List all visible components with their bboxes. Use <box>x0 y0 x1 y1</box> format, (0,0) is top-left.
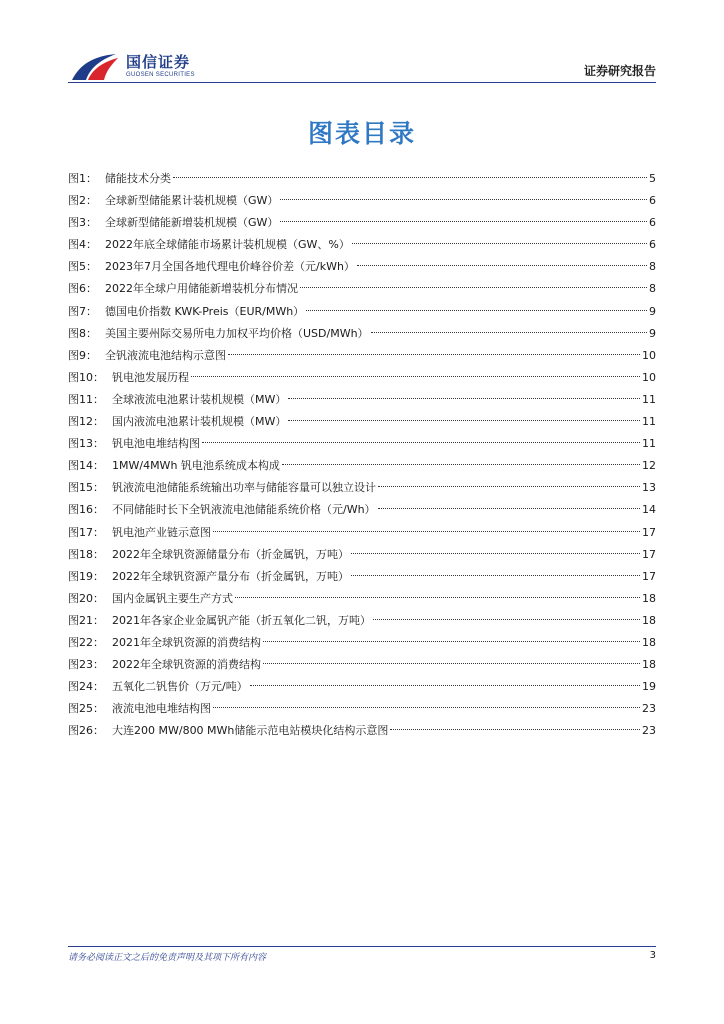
toc-entry-page: 17 <box>642 547 656 561</box>
toc-entry-page: 18 <box>642 635 656 649</box>
toc-leader-dots <box>288 398 640 399</box>
toc-entry-label: 图21： <box>68 613 104 627</box>
figure-toc-list <box>68 168 656 742</box>
toc-entry-label: 图24： <box>68 680 104 694</box>
toc-entry-page: 17 <box>642 569 656 583</box>
header-divider <box>68 82 656 83</box>
toc-entry-page: 9 <box>649 304 656 318</box>
toc-entry-title: 全钒液流电池结构示意图 <box>105 348 226 362</box>
toc-entry-title: 液流电池电堆结构图 <box>112 702 211 716</box>
toc-entry-title: 2022年底全球储能市场累计装机规模（GW、%） <box>105 238 350 252</box>
toc-entry[interactable] <box>68 168 656 190</box>
toc-entry[interactable] <box>68 588 656 610</box>
toc-leader-dots <box>357 265 647 266</box>
toc-leader-dots <box>213 531 640 532</box>
toc-entry[interactable] <box>68 632 656 654</box>
toc-entry-title: 国内液流电池累计装机规模（MW） <box>112 415 287 429</box>
toc-entry-label: 图5： <box>68 260 97 274</box>
toc-entry-page: 14 <box>642 503 656 517</box>
toc-entry[interactable] <box>68 477 656 499</box>
toc-entry-label: 图9： <box>68 348 97 362</box>
toc-entry-page: 11 <box>642 437 656 451</box>
toc-entry-title: 2021年全球钒资源的消费结构 <box>112 635 261 649</box>
toc-entry[interactable] <box>68 455 656 477</box>
toc-entry-title: 钒电池电堆结构图 <box>112 437 200 451</box>
toc-entry-title: 储能技术分类 <box>105 172 171 185</box>
toc-leader-dots <box>373 619 640 620</box>
toc-entry[interactable] <box>68 323 656 345</box>
toc-entry-label: 图18： <box>68 547 104 561</box>
toc-leader-dots <box>390 729 640 730</box>
toc-entry[interactable] <box>68 610 656 632</box>
toc-entry-label: 图14： <box>68 459 104 473</box>
page-header <box>0 0 724 90</box>
toc-entry-page: 10 <box>642 348 656 362</box>
toc-entry[interactable] <box>68 367 656 389</box>
toc-leader-dots <box>300 287 647 288</box>
toc-entry-label: 图23： <box>68 658 104 672</box>
toc-leader-dots <box>235 597 640 598</box>
toc-entry-title: 国内金属钒主要生产方式 <box>112 591 233 605</box>
toc-entry-page: 17 <box>642 525 656 539</box>
toc-entry-page: 19 <box>642 680 656 694</box>
toc-entry-label: 图10： <box>68 370 104 384</box>
toc-entry[interactable] <box>68 278 656 300</box>
toc-entry-title: 2022年全球户用储能新增装机分布情况 <box>105 282 298 296</box>
toc-entry-page: 23 <box>642 724 656 738</box>
toc-entry-title: 全球液流电池累计装机规模（MW） <box>112 392 287 406</box>
toc-entry-page: 9 <box>649 326 656 340</box>
toc-entry-page: 18 <box>642 658 656 672</box>
toc-leader-dots <box>213 707 640 708</box>
toc-leader-dots <box>371 332 647 333</box>
toc-entry-label: 图1： <box>68 172 97 185</box>
guosen-logo <box>70 50 195 84</box>
toc-entry-label: 图17： <box>68 525 104 539</box>
toc-entry[interactable] <box>68 522 656 544</box>
logo-name-en: GUOSEN SECURITIES <box>126 72 195 78</box>
logo-name-cn: 国信证券 <box>126 53 191 71</box>
toc-entry-title: 2022年全球钒资源储量分布（折金属钒，万吨） <box>112 547 349 561</box>
toc-entry[interactable] <box>68 720 656 742</box>
toc-entry-page: 23 <box>642 702 656 716</box>
toc-entry-title: 2023年7月全国各地代理电价峰谷价差（元/kWh） <box>105 260 355 274</box>
toc-leader-dots <box>250 685 640 686</box>
toc-entry-page: 10 <box>642 370 656 384</box>
toc-leader-dots <box>280 221 647 222</box>
toc-entry-page: 13 <box>642 481 656 495</box>
toc-leader-dots <box>191 376 640 377</box>
toc-entry-label: 图12： <box>68 415 104 429</box>
toc-entry-label: 图25： <box>68 702 104 716</box>
toc-leader-dots <box>352 243 647 244</box>
toc-entry-label: 图15： <box>68 481 104 495</box>
toc-entry-label: 图6： <box>68 282 97 296</box>
toc-entry[interactable] <box>68 566 656 588</box>
toc-leader-dots <box>280 199 647 200</box>
toc-entry-title: 钒电池产业链示意图 <box>112 525 211 539</box>
toc-entry-title: 五氧化二钒售价（万元/吨） <box>112 680 248 694</box>
report-type-label: 证券研究报告 <box>583 64 656 78</box>
guosen-logo-icon <box>70 50 120 84</box>
disclaimer-note: 请务必阅读正文之后的免责声明及其项下所有内容 <box>68 953 267 963</box>
toc-entry-page: 11 <box>642 415 656 429</box>
toc-entry-title: 钒电池发展历程 <box>112 370 189 384</box>
toc-entry-title: 全球新型储能累计装机规模（GW） <box>105 194 279 208</box>
toc-entry[interactable] <box>68 654 656 676</box>
toc-leader-dots <box>378 508 640 509</box>
toc-leader-dots <box>202 442 640 443</box>
toc-entry[interactable] <box>68 544 656 566</box>
toc-entry-label: 图8： <box>68 326 97 340</box>
toc-entry-title: 2022年全球钒资源产量分布（折金属钒，万吨） <box>112 569 349 583</box>
toc-entry-title: 全球新型储能新增装机规模（GW） <box>105 216 279 230</box>
page-number: 3 <box>649 950 656 961</box>
toc-entry-page: 8 <box>649 282 656 296</box>
toc-entry[interactable] <box>68 345 656 367</box>
toc-entry-label: 图16： <box>68 503 104 517</box>
toc-entry-label: 图26： <box>68 724 104 738</box>
toc-leader-dots <box>351 553 640 554</box>
toc-leader-dots <box>306 310 647 311</box>
toc-entry-title: 2021年各家企业金属钒产能（折五氧化二钒，万吨） <box>112 613 371 627</box>
toc-entry-title: 钒液流电池储能系统输出功率与储能容量可以独立设计 <box>112 481 376 495</box>
toc-entry-page: 8 <box>649 260 656 274</box>
toc-entry-title: 不同储能时长下全钒液流电池储能系统价格（元/Wh） <box>112 503 376 517</box>
toc-entry[interactable] <box>68 411 656 433</box>
toc-entry-label: 图22： <box>68 635 104 649</box>
toc-entry-page: 18 <box>642 613 656 627</box>
toc-entry-label: 图4： <box>68 238 97 252</box>
toc-entry-page: 6 <box>649 238 656 252</box>
toc-entry-label: 图7： <box>68 304 97 318</box>
toc-entry-title: 美国主要州际交易所电力加权平均价格（USD/MWh） <box>105 326 369 340</box>
toc-entry-title: 大连200 MW/800 MWh储能示范电站模块化结构示意图 <box>112 724 389 738</box>
toc-entry[interactable] <box>68 676 656 698</box>
toc-entry-page: 18 <box>642 591 656 605</box>
toc-entry-label: 图3： <box>68 216 97 230</box>
toc-leader-dots <box>351 575 640 576</box>
toc-entry-label: 图20： <box>68 591 104 605</box>
toc-entry[interactable] <box>68 234 656 256</box>
footer-divider <box>68 946 656 947</box>
toc-entry[interactable] <box>68 389 656 411</box>
toc-entry[interactable] <box>68 433 656 455</box>
toc-entry-label: 图19： <box>68 569 104 583</box>
logo-text <box>126 54 195 80</box>
toc-entry-title: 1MW/4MWh 钒电池系统成本构成 <box>112 459 280 473</box>
toc-entry-page: 12 <box>642 459 656 473</box>
toc-entry-page: 11 <box>642 392 656 406</box>
toc-leader-dots <box>263 663 640 664</box>
toc-entry[interactable] <box>68 301 656 323</box>
toc-entry[interactable] <box>68 698 656 720</box>
page-title: 图表目录 <box>307 119 416 148</box>
toc-entry[interactable] <box>68 212 656 234</box>
toc-entry-label: 图2： <box>68 194 97 208</box>
toc-entry-title: 德国电价指数 KWK-Preis（EUR/MWh） <box>105 304 305 318</box>
toc-entry-page: 6 <box>649 216 656 230</box>
toc-leader-dots <box>263 641 640 642</box>
toc-leader-dots <box>288 420 640 421</box>
toc-entry[interactable] <box>68 256 656 278</box>
toc-entry[interactable] <box>68 499 656 521</box>
toc-entry-label: 图13： <box>68 437 104 451</box>
toc-entry-title: 2022年全球钒资源的消费结构 <box>112 658 261 672</box>
toc-leader-dots <box>173 177 647 178</box>
toc-entry-page: 6 <box>649 194 656 208</box>
toc-leader-dots <box>282 464 640 465</box>
toc-leader-dots <box>378 486 640 487</box>
toc-entry-page: 5 <box>649 172 656 185</box>
toc-leader-dots <box>228 354 640 355</box>
toc-entry[interactable] <box>68 190 656 212</box>
toc-entry-label: 图11： <box>68 392 104 406</box>
